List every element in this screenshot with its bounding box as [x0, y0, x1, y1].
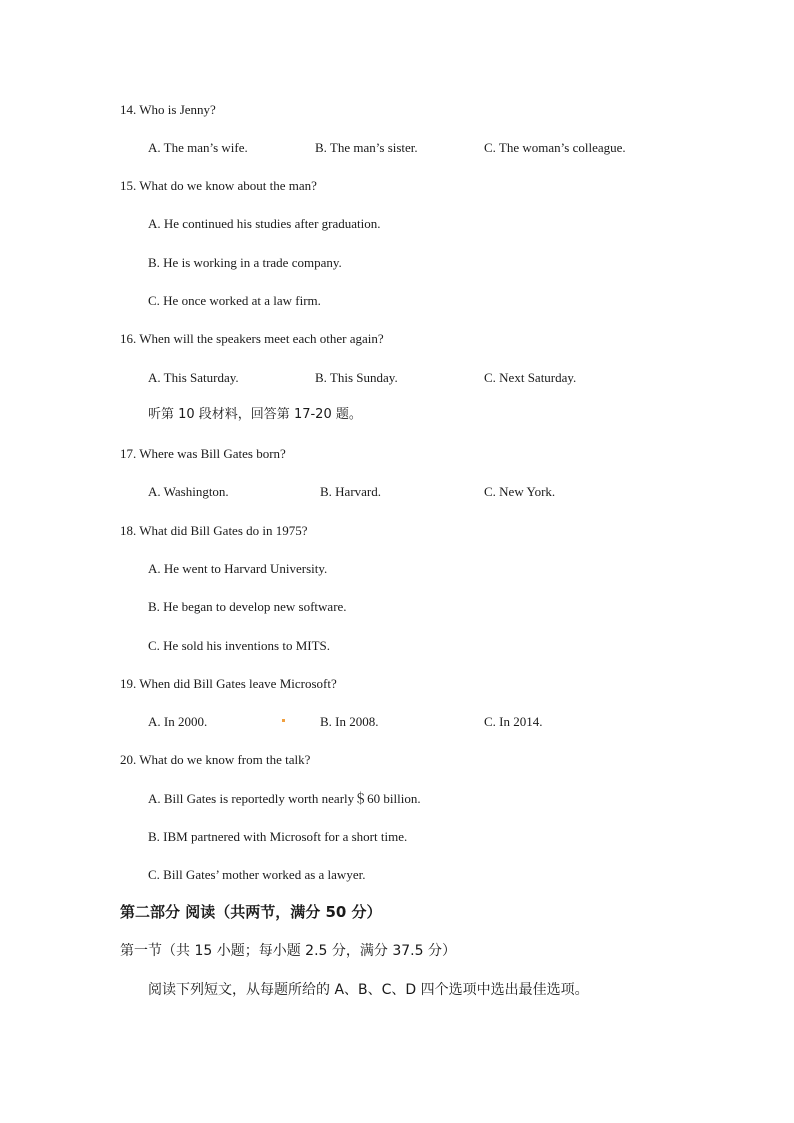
question-15: 15. What do we know about the man? [120, 178, 317, 193]
q14-option-a: A. The man’s wife. [148, 140, 248, 155]
reading-instruction: 阅读下列短文，从每题所给的 A、B、C、D 四个选项中选出最佳选项。 [148, 982, 589, 998]
question-16: 16. When will the speakers meet each other again? [120, 331, 384, 346]
q18-option-c: C. He sold his inventions to MITS. [148, 638, 331, 653]
q17-option-a: A. Washington. [148, 484, 229, 499]
question-14: 14. Who is Jenny? [120, 102, 216, 117]
q20-option-b: B. IBM partnered with Microsoft for a short time. [148, 829, 408, 844]
q15-option-c: C. He once worked at a law firm. [148, 293, 321, 308]
q19-option-c: C. In 2014. [484, 714, 543, 729]
listening-instruction: 听第 10 段材料，回答第 17-20 题。 [148, 407, 362, 422]
q18-option-a: A. He went to Harvard University. [148, 561, 328, 576]
q16-option-c: C. Next Saturday. [484, 370, 577, 385]
part-two-title: 第二部分 阅读（共两节，满分 50 分） [120, 903, 382, 921]
stray-dot [282, 719, 285, 722]
section-one-heading: 第一节（共 15 小题；每小题 2.5 分，满分 37.5 分） [120, 943, 456, 959]
question-18: 18. What did Bill Gates do in 1975? [120, 523, 308, 538]
question-17: 17. Where was Bill Gates born? [120, 446, 286, 461]
q18-option-b: B. He began to develop new software. [148, 599, 347, 614]
q16-option-a: A. This Saturday. [148, 370, 239, 385]
q20-option-a: A. Bill Gates is reportedly worth nearly＄60 billion. [148, 791, 421, 806]
q14-option-c: C. The woman’s colleague. [484, 140, 626, 155]
q19-option-b: B. In 2008. [320, 714, 379, 729]
q15-option-a: A. He continued his studies after graduation. [148, 216, 381, 231]
q16-option-b: B. This Sunday. [315, 370, 398, 385]
q20-option-c: C. Bill Gates’ mother worked as a lawyer. [148, 867, 366, 882]
q17-option-b: B. Harvard. [320, 484, 382, 499]
q17-option-c: C. New York. [484, 484, 556, 499]
q15-option-b: B. He is working in a trade company. [148, 255, 342, 270]
q14-option-b: B. The man’s sister. [315, 140, 418, 155]
question-20: 20. What do we know from the talk? [120, 752, 311, 767]
question-19: 19. When did Bill Gates leave Microsoft? [120, 676, 337, 691]
q19-option-a: A. In 2000. [148, 714, 208, 729]
